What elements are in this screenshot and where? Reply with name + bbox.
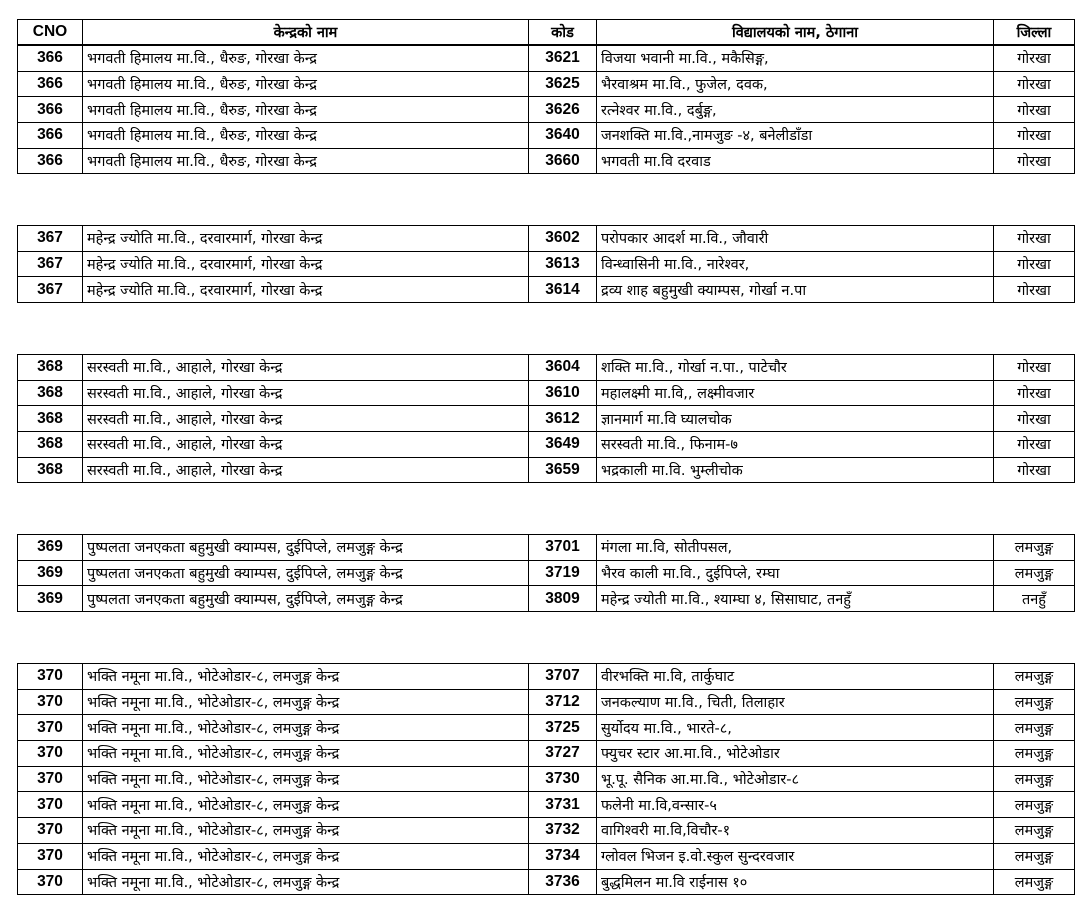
cno-cell: 366 bbox=[18, 123, 83, 149]
cno-cell: 366 bbox=[18, 97, 83, 123]
centre-name-cell: पुष्पलता जनएकता बहुमुखी क्याम्पस, दुईपिप्ले, लमजुङ्ग केन्द्र bbox=[83, 560, 529, 586]
table-row bbox=[18, 664, 1075, 690]
centre-name-cell: भक्ति नमूना मा.वि., भोटेओडार-८, लमजुङ्ग केन्द्र bbox=[83, 818, 529, 844]
table-row bbox=[18, 741, 1075, 767]
table-row bbox=[18, 715, 1075, 741]
school-name-cell: ग्लोवल भिजन इ.वो.स्कुल सुन्दरवजार bbox=[597, 843, 994, 869]
school-code-cell: 3719 bbox=[529, 560, 597, 586]
school-name-cell: विजया भवानी मा.वि., मकैसिङ्ग, bbox=[597, 46, 994, 72]
cno-cell: 370 bbox=[18, 766, 83, 792]
school-name-cell: शक्ति मा.वि., गोर्खा न.पा., पाटेचौर bbox=[597, 355, 994, 381]
district-cell: गोरखा bbox=[994, 71, 1075, 97]
centre-name-cell: सरस्वती मा.वि., आहाले, गोरखा केन्द्र bbox=[83, 380, 529, 406]
table-row bbox=[18, 586, 1075, 612]
table-row bbox=[18, 251, 1075, 277]
school-name-cell: फ्युचर स्टार आ.मा.वि., भोटेओडार bbox=[597, 741, 994, 767]
centre-name-cell: भक्ति नमूना मा.वि., भोटेओडार-८, लमजुङ्ग केन्द्र bbox=[83, 792, 529, 818]
school-code-cell: 3732 bbox=[529, 818, 597, 844]
centre-name-cell: भक्ति नमूना मा.वि., भोटेओडार-८, लमजुङ्ग केन्द्र bbox=[83, 741, 529, 767]
cno-cell: 368 bbox=[18, 432, 83, 458]
district-cell: गोरखा bbox=[994, 355, 1075, 381]
school-name-cell: भैरव काली मा.वि., दुईपिप्ले, रम्घा bbox=[597, 560, 994, 586]
district-cell: गोरखा bbox=[994, 226, 1075, 252]
school-name-cell: भद्रकाली मा.वि. भुम्लीचोक bbox=[597, 457, 994, 483]
table-row bbox=[18, 843, 1075, 869]
centre-name-cell: भगवती हिमालय मा.वि., धैरुङ, गोरखा केन्द्र bbox=[83, 71, 529, 97]
table-row bbox=[18, 432, 1075, 458]
centre-name-cell: महेन्द्र ज्योति मा.वि., दरवारमार्ग, गोरखा केन्द्र bbox=[83, 277, 529, 303]
header-row bbox=[18, 20, 1075, 45]
centre-name-cell: भक्ति नमूना मा.वि., भोटेओडार-८, लमजुङ्ग केन्द्र bbox=[83, 766, 529, 792]
school-code-cell: 3707 bbox=[529, 664, 597, 690]
table-row bbox=[18, 97, 1075, 123]
school-code-cell: 3727 bbox=[529, 741, 597, 767]
centre-name-cell: भक्ति नमूना मा.वि., भोटेओडार-८, लमजुङ्ग केन्द्र bbox=[83, 689, 529, 715]
centre-name-cell: पुष्पलता जनएकता बहुमुखी क्याम्पस, दुईपिप्ले, लमजुङ्ग केन्द्र bbox=[83, 586, 529, 612]
cno-cell: 370 bbox=[18, 792, 83, 818]
district-cell: गोरखा bbox=[994, 457, 1075, 483]
district-cell: लमजुङ्ग bbox=[994, 560, 1075, 586]
school-code-cell: 3626 bbox=[529, 97, 597, 123]
header-code: कोड bbox=[529, 20, 597, 45]
district-cell: लमजुङ्ग bbox=[994, 766, 1075, 792]
centre-group-table bbox=[17, 663, 1075, 895]
centre-name-cell: भक्ति नमूना मा.वि., भोटेओडार-८, लमजुङ्ग केन्द्र bbox=[83, 843, 529, 869]
centre-name-cell: भगवती हिमालय मा.वि., धैरुङ, गोरखा केन्द्र bbox=[83, 148, 529, 174]
school-name-cell: भैरवाश्रम मा.वि., फुजेल, दवक, bbox=[597, 71, 994, 97]
district-cell: गोरखा bbox=[994, 148, 1075, 174]
district-cell: गोरखा bbox=[994, 380, 1075, 406]
district-cell: लमजुङ्ग bbox=[994, 535, 1075, 561]
district-cell: लमजुङ्ग bbox=[994, 664, 1075, 690]
table-row bbox=[18, 277, 1075, 303]
district-cell: गोरखा bbox=[994, 432, 1075, 458]
school-code-cell: 3734 bbox=[529, 843, 597, 869]
district-cell: लमजुङ्ग bbox=[994, 818, 1075, 844]
table-row bbox=[18, 71, 1075, 97]
table-row bbox=[18, 818, 1075, 844]
school-code-cell: 3610 bbox=[529, 380, 597, 406]
cno-cell: 366 bbox=[18, 71, 83, 97]
school-name-cell: वीरभक्ति मा.वि, तार्कुघाट bbox=[597, 664, 994, 690]
centre-group-table bbox=[17, 534, 1075, 612]
school-code-cell: 3625 bbox=[529, 71, 597, 97]
cno-cell: 370 bbox=[18, 715, 83, 741]
cno-cell: 368 bbox=[18, 406, 83, 432]
cno-cell: 370 bbox=[18, 843, 83, 869]
table-row bbox=[18, 355, 1075, 381]
table-row bbox=[18, 792, 1075, 818]
centre-name-cell: भक्ति नमूना मा.वि., भोटेओडार-८, लमजुङ्ग केन्द्र bbox=[83, 715, 529, 741]
school-code-cell: 3809 bbox=[529, 586, 597, 612]
centre-name-cell: महेन्द्र ज्योति मा.वि., दरवारमार्ग, गोरखा केन्द्र bbox=[83, 226, 529, 252]
district-cell: लमजुङ्ग bbox=[994, 741, 1075, 767]
cno-cell: 370 bbox=[18, 818, 83, 844]
table-row bbox=[18, 457, 1075, 483]
table-header bbox=[17, 19, 1075, 45]
table-row bbox=[18, 535, 1075, 561]
school-code-cell: 3660 bbox=[529, 148, 597, 174]
district-cell: लमजुङ्ग bbox=[994, 869, 1075, 895]
district-cell: गोरखा bbox=[994, 46, 1075, 72]
cno-cell: 368 bbox=[18, 355, 83, 381]
district-cell: गोरखा bbox=[994, 406, 1075, 432]
centre-name-cell: भगवती हिमालय मा.वि., धैरुङ, गोरखा केन्द्र bbox=[83, 97, 529, 123]
cno-cell: 369 bbox=[18, 560, 83, 586]
cno-cell: 366 bbox=[18, 148, 83, 174]
cno-cell: 370 bbox=[18, 689, 83, 715]
district-cell: लमजुङ्ग bbox=[994, 715, 1075, 741]
table-row bbox=[18, 869, 1075, 895]
school-name-cell: फलेनी मा.वि,वन्सार-५ bbox=[597, 792, 994, 818]
centre-name-cell: भगवती हिमालय मा.वि., धैरुङ, गोरखा केन्द्र bbox=[83, 46, 529, 72]
school-code-cell: 3725 bbox=[529, 715, 597, 741]
centre-name-cell: पुष्पलता जनएकता बहुमुखी क्याम्पस, दुईपिप्ले, लमजुङ्ग केन्द्र bbox=[83, 535, 529, 561]
school-name-cell: ज्ञानमार्ग मा.वि घ्यालचोक bbox=[597, 406, 994, 432]
header-cno: CNO bbox=[18, 20, 83, 45]
cno-cell: 370 bbox=[18, 869, 83, 895]
school-name-cell: जनशक्ति मा.वि.,नामजुङ -४, बनेलीडाँडा bbox=[597, 123, 994, 149]
centre-group-table bbox=[17, 45, 1075, 174]
school-code-cell: 3640 bbox=[529, 123, 597, 149]
centre-name-cell: भगवती हिमालय मा.वि., धैरुङ, गोरखा केन्द्र bbox=[83, 123, 529, 149]
school-name-cell: जनकल्याण मा.वि., चिती, तिलाहार bbox=[597, 689, 994, 715]
cno-cell: 367 bbox=[18, 251, 83, 277]
cno-cell: 370 bbox=[18, 741, 83, 767]
school-code-cell: 3604 bbox=[529, 355, 597, 381]
centre-name-cell: भक्ति नमूना मा.वि., भोटेओडार-८, लमजुङ्ग केन्द्र bbox=[83, 664, 529, 690]
table-row bbox=[18, 380, 1075, 406]
district-cell: गोरखा bbox=[994, 97, 1075, 123]
cno-cell: 366 bbox=[18, 46, 83, 72]
school-code-cell: 3612 bbox=[529, 406, 597, 432]
school-name-cell: द्रव्य शाह बहुमुखी क्याम्पस, गोर्खा न.पा bbox=[597, 277, 994, 303]
school-code-cell: 3731 bbox=[529, 792, 597, 818]
school-name-cell: रत्नेश्वर मा.वि., दर्बुङ्ग, bbox=[597, 97, 994, 123]
cno-cell: 369 bbox=[18, 535, 83, 561]
district-cell: लमजुङ्ग bbox=[994, 792, 1075, 818]
school-name-cell: भू.पू. सैनिक आ.मा.वि., भोटेओडार-८ bbox=[597, 766, 994, 792]
table-row bbox=[18, 226, 1075, 252]
school-name-cell: सुर्योदय मा.वि., भारते-८, bbox=[597, 715, 994, 741]
district-cell: लमजुङ्ग bbox=[994, 843, 1075, 869]
table-row bbox=[18, 766, 1075, 792]
school-name-cell: वागिश्वरी मा.वि,विचौर-१ bbox=[597, 818, 994, 844]
cno-cell: 368 bbox=[18, 457, 83, 483]
district-cell: गोरखा bbox=[994, 277, 1075, 303]
school-code-cell: 3659 bbox=[529, 457, 597, 483]
district-cell: लमजुङ्ग bbox=[994, 689, 1075, 715]
table-row bbox=[18, 689, 1075, 715]
school-name-cell: मंगला मा.वि, सोतीपसल, bbox=[597, 535, 994, 561]
school-code-cell: 3613 bbox=[529, 251, 597, 277]
school-code-cell: 3701 bbox=[529, 535, 597, 561]
cno-cell: 368 bbox=[18, 380, 83, 406]
school-name-cell: सरस्वती मा.वि., फिनाम-७ bbox=[597, 432, 994, 458]
centre-name-cell: सरस्वती मा.वि., आहाले, गोरखा केन्द्र bbox=[83, 406, 529, 432]
cno-cell: 369 bbox=[18, 586, 83, 612]
school-name-cell: महेन्द्र ज्योती मा.वि., श्याम्घा ४, सिसाघाट, तनहुँ bbox=[597, 586, 994, 612]
district-cell: गोरखा bbox=[994, 251, 1075, 277]
school-name-cell: बुद्धमिलन मा.वि राईनास १० bbox=[597, 869, 994, 895]
centre-name-cell: सरस्वती मा.वि., आहाले, गोरखा केन्द्र bbox=[83, 355, 529, 381]
school-name-cell: विन्ध्वासिनी मा.वि., नारेश्वर, bbox=[597, 251, 994, 277]
school-name-cell: परोपकार आदर्श मा.वि., जौवारी bbox=[597, 226, 994, 252]
table-row bbox=[18, 148, 1075, 174]
centre-name-cell: सरस्वती मा.वि., आहाले, गोरखा केन्द्र bbox=[83, 457, 529, 483]
cno-cell: 370 bbox=[18, 664, 83, 690]
district-cell: गोरखा bbox=[994, 123, 1075, 149]
centre-group-table bbox=[17, 354, 1075, 483]
school-name-cell: भगवती मा.वि दरवाड bbox=[597, 148, 994, 174]
header-school-name: विद्यालयको नाम, ठेगाना bbox=[597, 20, 994, 45]
school-code-cell: 3649 bbox=[529, 432, 597, 458]
table-row bbox=[18, 560, 1075, 586]
school-code-cell: 3614 bbox=[529, 277, 597, 303]
table-row bbox=[18, 406, 1075, 432]
table-row bbox=[18, 46, 1075, 72]
cno-cell: 367 bbox=[18, 277, 83, 303]
school-name-cell: महालक्ष्मी मा.वि,, लक्ष्मीवजार bbox=[597, 380, 994, 406]
school-code-cell: 3602 bbox=[529, 226, 597, 252]
school-code-cell: 3621 bbox=[529, 46, 597, 72]
centre-group-table bbox=[17, 225, 1075, 303]
table-row bbox=[18, 123, 1075, 149]
school-code-cell: 3712 bbox=[529, 689, 597, 715]
school-code-cell: 3736 bbox=[529, 869, 597, 895]
district-cell: तनहुँ bbox=[994, 586, 1075, 612]
centre-name-cell: महेन्द्र ज्योति मा.वि., दरवारमार्ग, गोरखा केन्द्र bbox=[83, 251, 529, 277]
header-centre-name: केन्द्रको नाम bbox=[83, 20, 529, 45]
school-code-cell: 3730 bbox=[529, 766, 597, 792]
centre-name-cell: भक्ति नमूना मा.वि., भोटेओडार-८, लमजुङ्ग केन्द्र bbox=[83, 869, 529, 895]
cno-cell: 367 bbox=[18, 226, 83, 252]
centre-name-cell: सरस्वती मा.वि., आहाले, गोरखा केन्द्र bbox=[83, 432, 529, 458]
header-district: जिल्ला bbox=[994, 20, 1075, 45]
